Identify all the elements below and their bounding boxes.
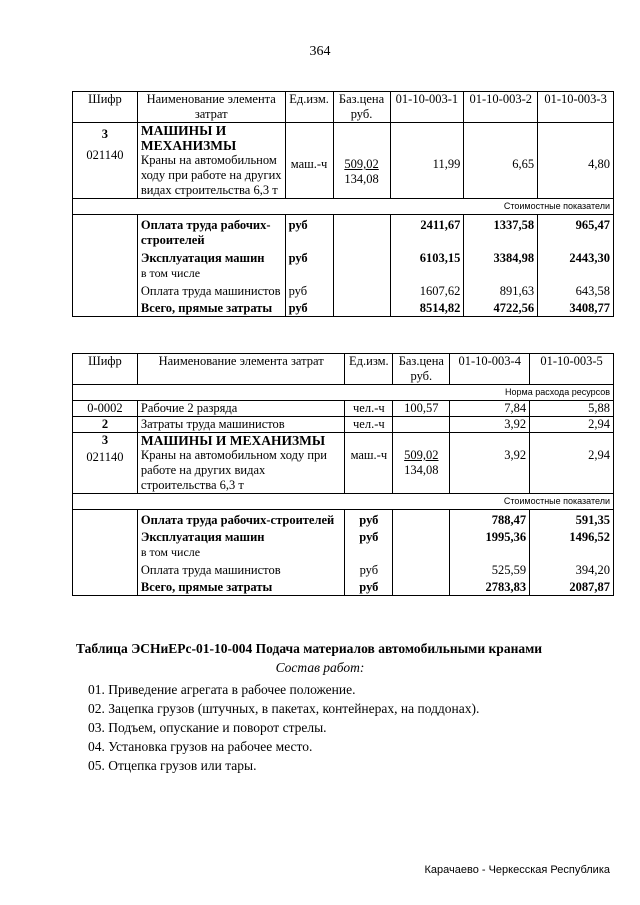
value-cell: 2783,83 [450, 578, 530, 596]
item-price-bottom: 134,08 [344, 172, 379, 186]
group-code: 3 [101, 127, 109, 141]
group-code: 3 [101, 433, 109, 447]
value-cell: 1337,58 [464, 215, 538, 249]
row-name: Оплата труда машинистов [137, 281, 285, 299]
value-cell: 2,94 [530, 417, 614, 433]
header-unit: Ед.изм. [345, 354, 393, 385]
table-row [73, 401, 614, 417]
row-name: в том числе [137, 266, 285, 281]
table-row [73, 417, 614, 433]
value-cell: 4,80 [588, 157, 610, 171]
resource-table-2 [72, 353, 614, 596]
table-row [73, 578, 614, 596]
list-item: 01. Приведение агрегата в рабочее положение. [88, 682, 356, 697]
row-code: 2 [73, 417, 138, 433]
row-name: Эксплуатация машин [137, 248, 285, 266]
header-unit: Ед.изм. [285, 92, 333, 123]
list-item: 03. Подъем, опускание и поворот стрелы. [88, 720, 327, 735]
row-unit: руб [345, 528, 393, 545]
header-col-003-3: 01-10-003-3 [538, 92, 614, 123]
value-cell: 3,92 [504, 448, 527, 462]
item-price-bottom: 134,08 [404, 463, 439, 477]
header-code: Шифр [73, 354, 138, 385]
header-col-003-5: 01-10-003-5 [530, 354, 614, 385]
list-item: 02. Зацепка грузов (штучных, в пакетах, контейнерах, на поддонах). [88, 701, 480, 716]
row-code: 0-0002 [73, 401, 138, 417]
value-cell: 3408,77 [538, 299, 614, 317]
row-name: Оплата труда машинистов [137, 560, 344, 578]
value-cell: 525,59 [450, 560, 530, 578]
row-name: Рабочие 2 разряда [137, 401, 344, 417]
table-row [73, 528, 614, 545]
table-row [73, 281, 614, 299]
header-col-003-4: 01-10-003-4 [450, 354, 530, 385]
works-list [88, 680, 479, 775]
value-cell: 2,94 [588, 448, 610, 462]
row-name: Эксплуатация машин [137, 528, 344, 545]
value-cell: 4722,56 [464, 299, 538, 317]
value-cell: 6,65 [512, 157, 535, 171]
row-unit: руб [345, 560, 393, 578]
value-cell: 2411,67 [390, 215, 464, 249]
item-code: 021140 [86, 148, 124, 162]
value-cell: 2087,87 [530, 578, 614, 596]
row-unit: чел.-ч [345, 417, 393, 433]
value-cell: 3384,98 [464, 248, 538, 266]
row-name: Оплата труда рабочих-строителей [137, 510, 344, 529]
row-name: Всего, прямые затраты [137, 299, 285, 317]
cost-caption: Стоимостные показатели [73, 199, 614, 215]
table-row [73, 248, 614, 266]
value-cell: 394,20 [530, 560, 614, 578]
value-cell: 1995,36 [450, 528, 530, 545]
row-name: Всего, прямые затраты [137, 578, 344, 596]
list-item: 04. Установка грузов на рабочее место. [88, 739, 313, 754]
value-cell: 2443,30 [538, 248, 614, 266]
table-row [73, 560, 614, 578]
value-cell: 891,63 [464, 281, 538, 299]
value-cell: 7,84 [450, 401, 530, 417]
value-cell: 643,58 [538, 281, 614, 299]
table-row [73, 433, 614, 494]
header-base-price: Баз.цена руб. [333, 92, 390, 123]
row-name: Оплата труда рабочих-строителей [137, 215, 285, 249]
value-cell: 1607,62 [390, 281, 464, 299]
header-col-003-1: 01-10-003-1 [390, 92, 464, 123]
group-name: МАШИНЫ И МЕХАНИЗМЫ [140, 433, 326, 448]
row-name: в том числе [137, 545, 344, 560]
value-cell: 788,47 [450, 510, 530, 529]
value-cell: 5,88 [530, 401, 614, 417]
row-unit: руб [285, 299, 333, 317]
value-cell: 1496,52 [530, 528, 614, 545]
row-unit: руб [345, 578, 393, 596]
row-unit: руб [285, 215, 333, 249]
table-row [73, 510, 614, 529]
footer-region: Карачаево - Черкесская Республика [424, 864, 610, 876]
row-unit: руб [285, 281, 333, 299]
page-number: 364 [309, 44, 331, 59]
group-name: МАШИНЫ И МЕХАНИЗМЫ [140, 123, 237, 153]
header-base-price: Баз.цена руб. [393, 354, 450, 385]
header-col-003-2: 01-10-003-2 [464, 92, 538, 123]
item-price-top: 509,02 [404, 448, 439, 462]
header-name: Наименование элемента затрат [137, 354, 344, 385]
value-cell: 11,99 [432, 157, 461, 171]
item-unit: маш.-ч [290, 157, 328, 171]
section-title: Таблица ЭСНиЕРс-01-10-004 Подача материалов автомобильными кранами [76, 641, 543, 656]
value-cell: 6103,15 [390, 248, 464, 266]
row-unit: руб [345, 510, 393, 529]
cost-caption: Стоимостные показатели [73, 494, 614, 510]
header-name: Наименование элемента затрат [137, 92, 285, 123]
row-unit: руб [285, 248, 333, 266]
value-cell: 3,92 [450, 417, 530, 433]
value-cell: 965,47 [538, 215, 614, 249]
table-row [73, 123, 614, 199]
list-item: 05. Отцепка грузов или тары. [88, 758, 257, 773]
item-unit: маш.-ч [350, 448, 388, 462]
table-row [73, 299, 614, 317]
row-name: Затраты труда машинистов [137, 417, 344, 433]
item-code: 021140 [86, 450, 124, 464]
item-name: Краны на автомобильном ходу при работе на других видах строительства 6,3 т [140, 448, 327, 492]
row-unit: чел.-ч [345, 401, 393, 417]
item-price-top: 509,02 [344, 157, 379, 171]
norm-caption: Норма расхода ресурсов [73, 385, 614, 401]
resource-table-1 [72, 91, 614, 317]
row-price: 100,57 [393, 401, 450, 417]
works-subtitle: Состав работ: [275, 660, 365, 675]
table-row [73, 215, 614, 249]
header-code: Шифр [73, 92, 138, 123]
value-cell: 591,35 [530, 510, 614, 529]
item-name: Краны на автомобильном ходу при работе на других видах строительства 6,3 т [140, 153, 282, 197]
value-cell: 8514,82 [390, 299, 464, 317]
